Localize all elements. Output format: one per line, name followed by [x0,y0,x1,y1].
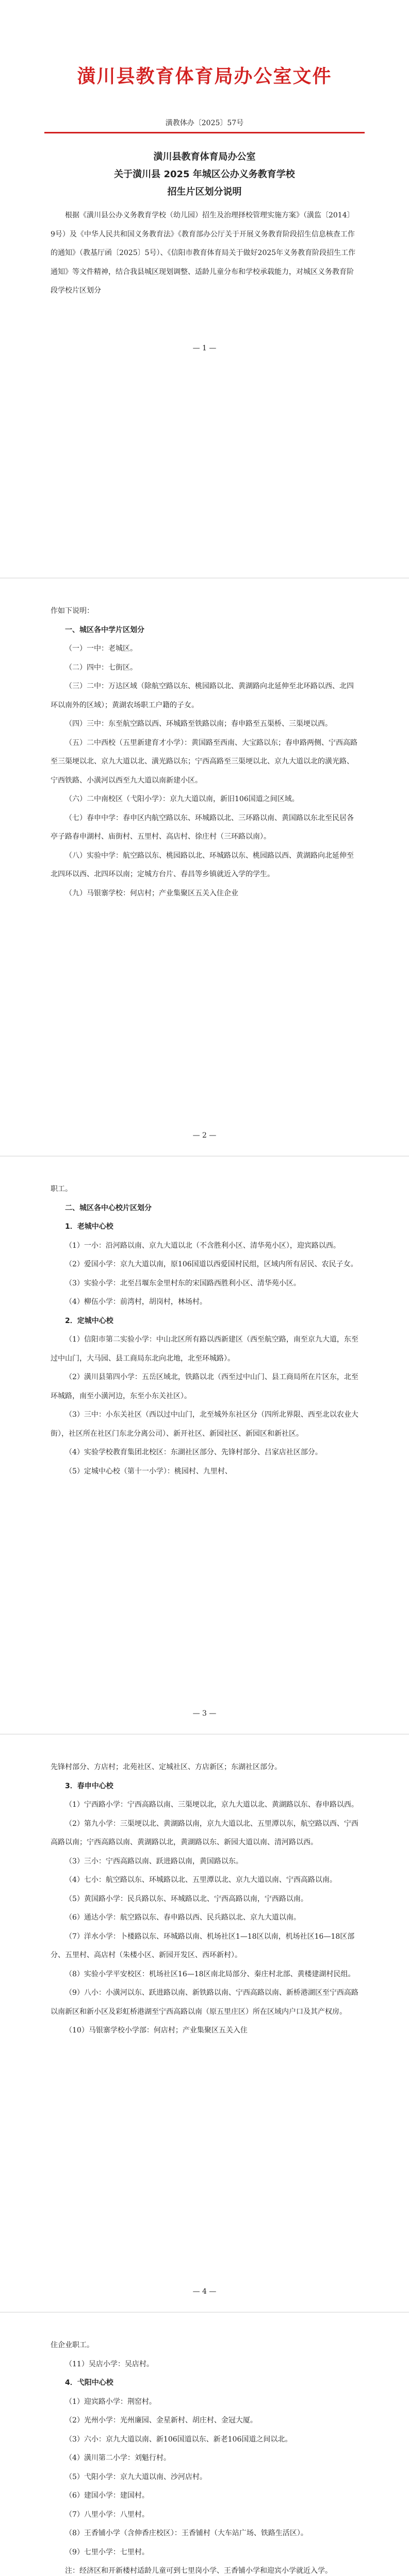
paragraph: （11）吴店小学：吴店村。 [65,2360,154,2368]
paragraph: （3）实验小学：北至吕堰东金里村东的宋国路西胜利小区、清华苑小区。 [65,1279,301,1287]
paragraph: （7）洋水小学：卜楼路以东、环城路以南、机场社区1—18区以南，机场社区16—18区部分、五里村、高店村（朱楼小区、新园开发区、西环新村）。 [51,1932,355,1959]
paragraph: （4）柳伍小学：前湾村，胡岗村，林场村。 [65,1298,207,1306]
paragraph: （三）二中：万达区域（除航空路以东、桃园路以北、黄湖路向北延伸至北环路以西、北四环以南外的区域）；黄湖农场职工户籍的子女。 [51,682,354,709]
paragraph: （7）八里小学：八里村。 [65,2510,149,2519]
page-number: — 3 — [192,1709,217,1718]
paragraph: 住企业职工。 [51,2341,94,2349]
paragraph: （六）二中南校区（弋阳小学）：京九大道以南，新旧106国道之间区域。 [65,795,299,803]
paragraph: （一）一中：老城区。 [65,645,137,653]
paragraph: （10）马银寨学校小学部：何店村；产业集聚区五关入住 [65,2026,248,2035]
paragraph: （6）建国小学：建国村。 [65,2492,149,2500]
paragraph: （9）七里小学：七里村。 [65,2548,149,2556]
paragraph: 职工。 [51,1185,72,1193]
page-4 [0,1734,409,2312]
paragraph: （九）马银寨学校：何店村；产业集聚区五关入住企业 [65,889,238,897]
paragraph: （五）二中西校（五里新建育才小学）：黄国路至西南、大宝路以东；春申路两侧、宁西高路至三渠埂以北、京九大道以北、潢光路以东；宁西高路至三渠埂以北、京九大道以北的潢光路、宁西铁路、小潢河以西至九大道以南新建小区。 [51,738,357,785]
paragraph: （1）信阳市第二实验小学：中山北区所有路以西新建区（西至航空路，南至京九大道，东至过中山门，大马园、县工商局东北向北地，北至环城路）。 [51,1335,358,1363]
section-heading: 1．老城中心校 [65,1223,113,1231]
paragraph: （2）光州小学：光州廉园、金星新村、胡庄村、金冠大厦。 [65,2416,257,2425]
notice-title-line-3: 招生片区划分说明 [167,187,242,197]
paragraph: （8）王香铺小学（含伸香庄校区）：王香铺村（大车站广场、铁路生活区）。 [65,2529,308,2537]
paragraph: （2）潢川县第四小学：五岳区域北，铁路以北（西至过中山门、县工商局所在片区东，北至环城路，南至小潢河边，东至小东关社区）。 [51,1373,358,1400]
paragraph: （四）三中：东至航空路以西、环城路至铁路以南；春申路至五渠桥、三渠埂以西。 [65,720,332,728]
paragraph: （4）潢川第二小学：刘魁行村。 [65,2454,171,2462]
document-number: 潢教体办〔2025〕57号 [165,119,244,127]
section-heading: 2．定城中心校 [65,1316,113,1325]
paragraph: 注：经济区和开新楼村适龄儿童可到七里岗小学、王香铺小学和迎宾小学就近入学。 [65,2567,332,2575]
paragraph: （3）三中：小东关社区（西以过中山门，北至城外东社区分（四所北界限、西至北以农业大街），社区所在社区门东北分离公司）、新开社区、新园社区、新园区和新社区。 [51,1411,358,1438]
paragraph: （5）定城中心校（第十一小学）：桃园村、九里村、 [65,1467,232,1476]
paragraph: 作如下说明： [51,607,94,615]
paragraph: （1）宁西路小学：宁西高路以南、三渠埂以北，京九大道以北、黄湖路以东、春申路以西。 [65,1801,358,1809]
paragraph: （4）七小：航空路以东、环城路以北、五里潭以北、京九大道以南、宁西高路以南。 [65,1876,337,1884]
page-5 [0,2312,409,2576]
section-heading: 3．春申中心校 [65,1782,113,1790]
page-number: — 4 — [192,2287,217,2296]
paragraph: （2）爱国小学：京九大道以南，原106国道以西爱国村民组，区域内所有居民、农民子女。 [65,1260,358,1268]
section-heading: 二、城区各中心校片区划分 [65,1204,152,1212]
page-3 [0,1156,409,1734]
paragraph: （3）三小：宁西高路以南、跃进路以南，黄国路以东。 [65,1857,243,1866]
page-4-body [51,1758,358,2040]
notice-title-line-2: 关于潢川县 2025 年城区公办义务教育学校 [114,169,295,180]
paragraph: （6）通达小学：航空路以东、春申路以西、民兵路以北、京九大道以南。 [65,1913,301,1922]
paragraph: （七）春申中学：春申区内航空路以东、环城路以北、三环路以南、黄国路以东北至民居各亭子路春申湖村、庙街村、五里村、高店村、徐庄村（三环路以南）。 [51,814,354,841]
paragraph: （2）第九小学：三渠埂以北、黄湖路以南，京九大道以北、五里潭以东，航空路以西、宁西高路以南；宁西高路以南、黄湖路以北，黄湖路以东、新园大道以南、清河路以西。 [51,1819,358,1846]
page-number: — 1 — [192,344,217,352]
section-heading: 一、城区各中学片区划分 [65,625,144,634]
notice-title-line-1: 潢川县教育体育局办公室 [153,151,256,162]
page-2-body [51,602,358,903]
page-2 [0,578,409,1156]
paragraph: （9）八小：小潢河以东、跃进路以南、新铁路以南、宁西高路以南、新桥港湖区至宁西高路以南新区和新小区及彩虹桥港湖至宁西高路以南（原五里庄区）所在区域内户口及其产权房。 [51,1989,358,2016]
paragraph: （4）实验学校教育集团北校区：东湖社区部分、先锋村部分、吕家店社区部分。 [65,1448,322,1456]
page-1 [0,0,409,578]
paragraph: （5）黄国路小学：民兵路以东、环城路以北、宁西高路以南，宁西路以南。 [65,1894,308,1903]
document-red-title: 潢川县教育体育局办公室文件 [77,65,332,87]
page-number: — 2 — [192,1131,217,1140]
paragraph: 先锋村部分、方店村；北苑社区、定城社区、方店新区；东湖社区部分。 [51,1763,282,1771]
paragraph: （1）一小：沿河路以南、京九大道以北（不含胜利小区、清华苑小区），迎宾路以西。 [65,1241,340,1250]
paragraph: （八）实验中学：航空路以东、桃园路以北、环城路以东、桃园路以西、黄湖路向北延伸至北四环以西、北四环以南；定城方台片、春昌等乡镇就近入学的学生。 [51,851,354,878]
section-heading: 4．弋阳中心校 [65,2379,113,2387]
paragraph: （8）实验小学平安校区：机场社区16—18区南北局部分、秦庄村北部、黄楼建湖村民组。 [65,1970,355,1978]
paragraph: 根据《潢川县公办义务教育学校（幼儿园）招生及治理择校管理实施方案》（潢监〔2014〕9号）及《中华人民共和国义务教育法》《教育部办公厅关于开展义务教育阶段招生信息核查工作的通知》（教基厅函〔2025〕5号）、《信阳市教育体育局关于做好2025年义务教育阶段招生工作通知》等文件精神，结合我县城区现划调整、适龄儿童分布和学校承载能力，对城区义务教育阶段学校片区划分 [51,211,356,295]
page-5-body [51,2336,358,2576]
paragraph: （1）迎宾路小学：荆窑村。 [65,2397,156,2406]
paragraph: （二）四中：七街区。 [65,663,137,672]
page-3-body [51,1180,358,1481]
page-1-body [51,206,358,300]
paragraph: （5）弋阳小学：京九大道以南、沙河店村。 [65,2472,207,2481]
paragraph: （3）六小：京九大道以南、新106国道以东、新老106国道之间以北。 [65,2435,292,2444]
red-separator-line [44,132,365,133]
